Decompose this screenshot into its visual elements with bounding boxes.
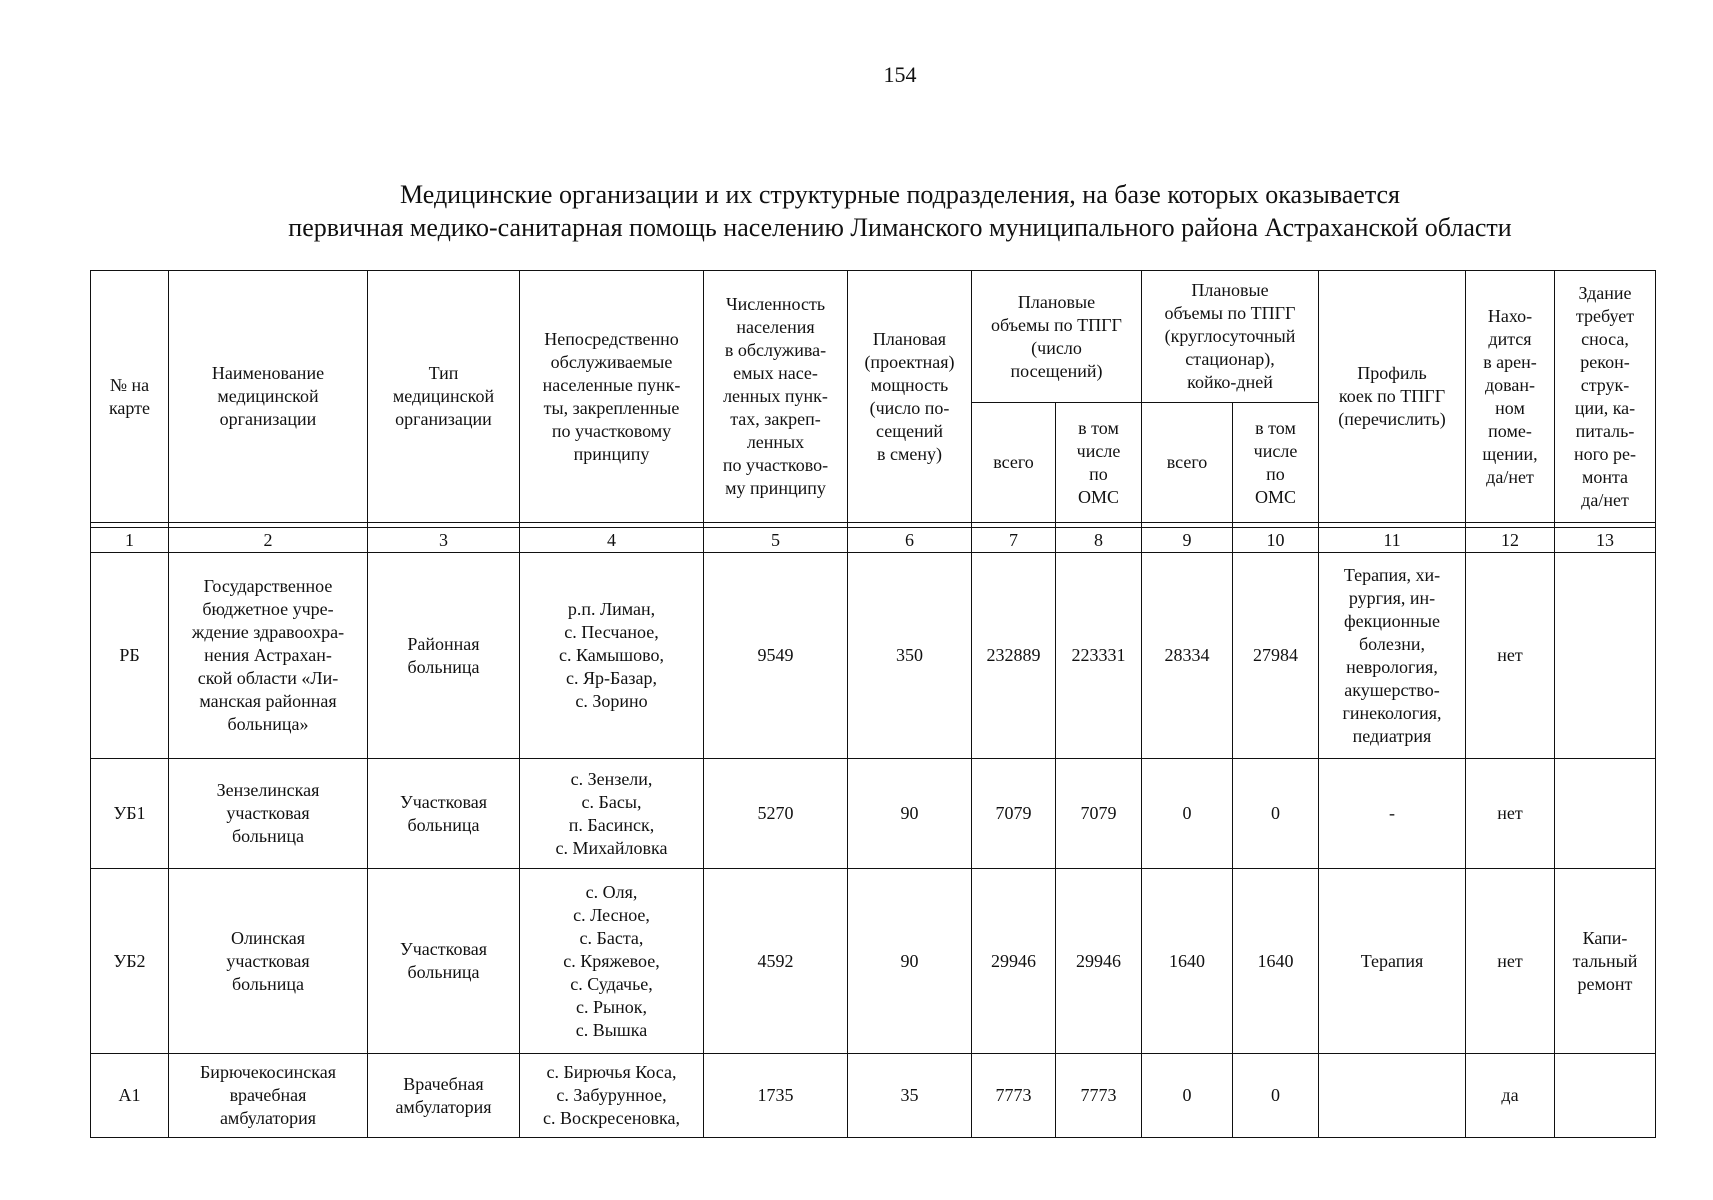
cell-visits-oms: 7079: [1056, 759, 1142, 869]
table-row: [91, 553, 1656, 759]
cell-org-type: Участковая больница: [368, 869, 520, 1054]
title-line-1: Медицинские организации и их структурные подразделения, на базе которых оказывается: [399, 180, 1400, 209]
header-org-name: Наименование медицинской организации: [169, 271, 368, 523]
header-map-no: № на карте: [91, 271, 169, 523]
cell-beddays-total: 28334: [1142, 553, 1233, 759]
cell-rented: да: [1466, 1054, 1555, 1138]
header-planned-beddays: Плановые объемы по ТПГГ (круглосуточный стационар), койко-дней: [1142, 271, 1319, 403]
cell-rented: нет: [1466, 759, 1555, 869]
header-planned-visits: Плановые объемы по ТПГГ (число посещений): [972, 271, 1142, 403]
header-visits-oms: в том числе по ОМС: [1056, 403, 1142, 523]
header-visits-total: всего: [972, 403, 1056, 523]
cell-rented: нет: [1466, 869, 1555, 1054]
cell-population: 9549: [704, 553, 848, 759]
cell-org-type: Участковая больница: [368, 759, 520, 869]
cell-visits-total: 29946: [972, 869, 1056, 1054]
cell-beddays-oms: 0: [1233, 1054, 1319, 1138]
cell-population: 5270: [704, 759, 848, 869]
header-beddays-oms: в том числе по ОМС: [1233, 403, 1319, 523]
cell-bed-profile: Терапия, хи- рургия, ин- фекционные болезни, неврология, акушерство- гинекология, педиатрия: [1319, 553, 1466, 759]
column-number: 12: [1466, 528, 1555, 553]
title-line-2: первичная медико-санитарная помощь населению Лиманского муниципального района Астраханской области: [288, 213, 1512, 242]
header-capacity: Плановая (проектная) мощность (число по- сещений в смену): [848, 271, 972, 523]
cell-visits-total: 7773: [972, 1054, 1056, 1138]
cell-org-type: Районная больница: [368, 553, 520, 759]
table-row: [91, 869, 1656, 1054]
cell-beddays-total: 1640: [1142, 869, 1233, 1054]
cell-capacity: 35: [848, 1054, 972, 1138]
cell-beddays-total: 0: [1142, 1054, 1233, 1138]
column-number: 6: [848, 528, 972, 553]
cell-rented: нет: [1466, 553, 1555, 759]
cell-population: 1735: [704, 1054, 848, 1138]
header-org-type: Тип медицинской организации: [368, 271, 520, 523]
cell-org-type: Врачебная амбулатория: [368, 1054, 520, 1138]
cell-settlements: с. Зензели, с. Басы, п. Басинск, с. Михайловка: [520, 759, 704, 869]
cell-map-no: УБ1: [91, 759, 169, 869]
header-population: Численность населения в обслужива- емых насе- ленных пунк- тах, закреп- ленных по участково- му принципу: [704, 271, 848, 523]
column-number: 11: [1319, 528, 1466, 553]
cell-needs-repair: Капи- тальный ремонт: [1555, 869, 1656, 1054]
cell-visits-oms: 29946: [1056, 869, 1142, 1054]
cell-org-name: Олинская участковая больница: [169, 869, 368, 1054]
header-row-1: [91, 271, 1656, 403]
column-number: 9: [1142, 528, 1233, 553]
cell-visits-oms: 223331: [1056, 553, 1142, 759]
cell-settlements: р.п. Лиман, с. Песчаное, с. Камышово, с. Яр-Базар, с. Зорино: [520, 553, 704, 759]
cell-settlements: с. Бирючья Коса, с. Забурунное, с. Воскресеновка,: [520, 1054, 704, 1138]
header-bed-profile: Профиль коек по ТПГГ (перечислить): [1319, 271, 1466, 523]
cell-visits-total: 7079: [972, 759, 1056, 869]
cell-beddays-oms: 1640: [1233, 869, 1319, 1054]
medical-organizations-table: [90, 270, 1656, 1138]
cell-capacity: 90: [848, 759, 972, 869]
cell-bed-profile: [1319, 1054, 1466, 1138]
cell-bed-profile: Терапия: [1319, 869, 1466, 1054]
cell-visits-oms: 7773: [1056, 1054, 1142, 1138]
header-rented: Нахо- дится в арен- дован- ном поме- щении, да/нет: [1466, 271, 1555, 523]
cell-org-name: Государственное бюджетное учре- ждение здравоохра- нения Астрахан- ской области «Ли- манская районная больница»: [169, 553, 368, 759]
cell-needs-repair: [1555, 1054, 1656, 1138]
table-row: [91, 1054, 1656, 1138]
column-number: 13: [1555, 528, 1656, 553]
column-number: 5: [704, 528, 848, 553]
cell-beddays-oms: 27984: [1233, 553, 1319, 759]
cell-beddays-oms: 0: [1233, 759, 1319, 869]
cell-map-no: УБ2: [91, 869, 169, 1054]
cell-visits-total: 232889: [972, 553, 1056, 759]
cell-needs-repair: [1555, 553, 1656, 759]
header-settlements: Непосредственно обслуживаемые населенные пунк- ты, закрепленные по участковому принципу: [520, 271, 704, 523]
column-number: 10: [1233, 528, 1319, 553]
table-row: [91, 759, 1656, 869]
column-number: 1: [91, 528, 169, 553]
cell-org-name: Зензелинская участковая больница: [169, 759, 368, 869]
page-number: 154: [883, 62, 917, 87]
column-number: 2: [169, 528, 368, 553]
cell-capacity: 90: [848, 869, 972, 1054]
column-number: 8: [1056, 528, 1142, 553]
header-beddays-total: всего: [1142, 403, 1233, 523]
cell-settlements: с. Оля, с. Лесное, с. Баста, с. Кряжевое, с. Судачье, с. Рынок, с. Вышка: [520, 869, 704, 1054]
cell-bed-profile: -: [1319, 759, 1466, 869]
cell-beddays-total: 0: [1142, 759, 1233, 869]
cell-population: 4592: [704, 869, 848, 1054]
column-numbers-row: [91, 528, 1656, 553]
cell-needs-repair: [1555, 759, 1656, 869]
cell-org-name: Бирючекосинская врачебная амбулатория: [169, 1054, 368, 1138]
document-title: [90, 178, 1710, 244]
column-number: 4: [520, 528, 704, 553]
cell-capacity: 350: [848, 553, 972, 759]
column-number: 7: [972, 528, 1056, 553]
header-needs-repair: Здание требует сноса, рекон- струк- ции, ка- питаль- ного ре- монта да/нет: [1555, 271, 1656, 523]
cell-map-no: РБ: [91, 553, 169, 759]
cell-map-no: А1: [91, 1054, 169, 1138]
column-number: 3: [368, 528, 520, 553]
